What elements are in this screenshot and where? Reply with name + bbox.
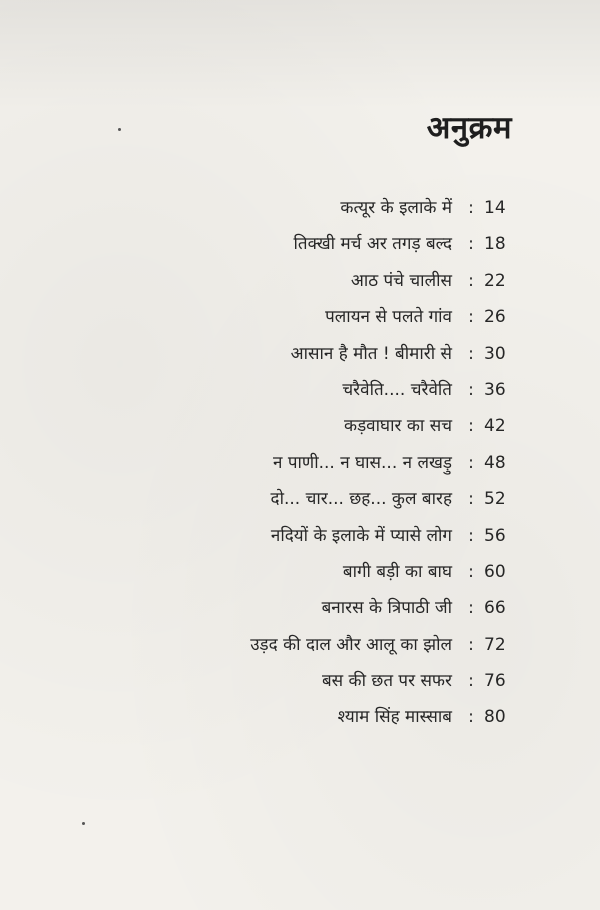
toc-separator: : [468, 452, 474, 473]
toc-separator: : [468, 198, 474, 218]
toc-entry [52, 595, 512, 631]
toc-page-number: 80 [484, 707, 506, 728]
toc-entry-title: चरैवेति.... चरैवेति [342, 379, 452, 400]
toc-entry [52, 632, 512, 668]
toc-entry [52, 377, 512, 413]
toc-page-number: 14 [484, 198, 506, 218]
toc-entry-title: आठ पंचे चालीस [350, 270, 452, 291]
toc-entry [52, 195, 512, 231]
toc-separator: : [468, 416, 474, 437]
table-of-contents [52, 195, 512, 741]
toc-page-number: 76 [484, 671, 506, 692]
toc-entry-title: कड़वाघार का सच [344, 416, 452, 437]
toc-entry [52, 523, 512, 559]
toc-page-number: 26 [484, 307, 506, 328]
toc-entry [52, 413, 512, 449]
toc-entry-title: उड़द की दाल और आलू का झोल [250, 634, 452, 655]
toc-separator: : [468, 270, 474, 291]
toc-separator: : [468, 307, 474, 328]
toc-entry [52, 450, 512, 486]
toc-entry [52, 704, 512, 740]
toc-page-number: 56 [484, 525, 506, 546]
toc-entry [52, 231, 512, 267]
toc-entry [52, 668, 512, 704]
toc-page-number: 66 [484, 598, 506, 619]
toc-page-number: 60 [484, 561, 506, 582]
toc-entry [52, 486, 512, 522]
toc-separator: : [468, 525, 474, 546]
toc-separator: : [468, 561, 474, 582]
toc-separator: : [468, 379, 474, 400]
toc-entry-title: आसान है मौत ! बीमारी से [290, 343, 452, 364]
toc-page-number: 36 [484, 379, 506, 400]
toc-entry [52, 304, 512, 340]
ink-speck [118, 128, 121, 131]
toc-entry-title: बनारस के त्रिपाठी जी [321, 598, 452, 619]
toc-entry-title: पलायन से पलते गांव [325, 307, 452, 328]
toc-entry-title: बागी बड़ी का बाघ [342, 561, 452, 582]
toc-separator: : [468, 634, 474, 655]
ink-speck [82, 822, 85, 825]
toc-separator: : [468, 343, 474, 364]
toc-page-number: 48 [484, 452, 506, 473]
toc-entry-title: कत्यूर के इलाके में [340, 198, 452, 218]
toc-entry-title: न पाणी... न घास... न लखड़ु [273, 452, 452, 473]
toc-separator: : [468, 598, 474, 619]
toc-separator: : [468, 707, 474, 728]
toc-separator: : [468, 671, 474, 692]
toc-entry [52, 559, 512, 595]
toc-page-number: 42 [484, 416, 506, 437]
toc-page-number: 30 [484, 343, 506, 364]
show-through-text [0, 0, 600, 110]
toc-page-number: 22 [484, 270, 506, 291]
toc-entry-title: बस की छत पर सफर [321, 671, 452, 692]
toc-page-number: 72 [484, 634, 506, 655]
toc-entry-title: तिक्खी मर्च अर तगड़ बल्द [293, 234, 452, 255]
toc-entry-title: श्याम सिंह मास्साब [337, 707, 452, 728]
toc-page-number: 52 [484, 489, 506, 510]
toc-page-number: 18 [484, 234, 506, 255]
toc-entry [52, 341, 512, 377]
toc-entry-title: नदियों के इलाके में प्यासे लोग [270, 525, 452, 546]
toc-separator: : [468, 489, 474, 510]
toc-separator: : [468, 234, 474, 255]
page-title: अनुक्रम [426, 110, 512, 146]
toc-entry [52, 268, 512, 304]
toc-entry-title: दो... चार... छह... कुल बारह [270, 489, 452, 510]
